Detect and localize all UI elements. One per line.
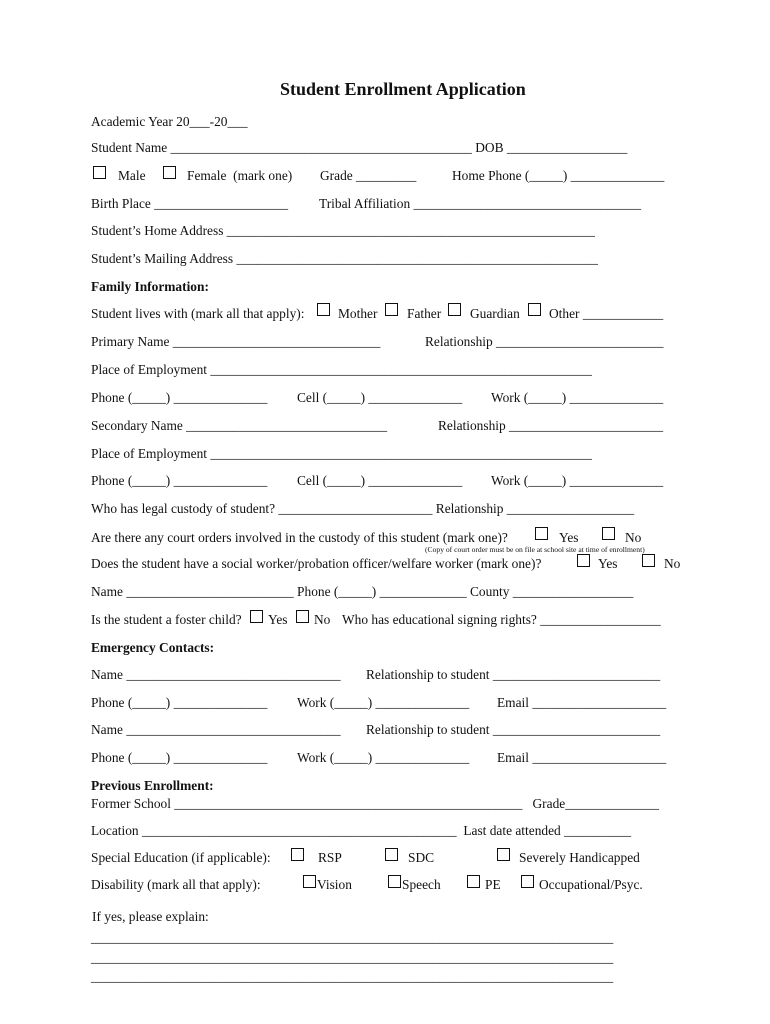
male-checkbox[interactable] [93,166,106,179]
sdc-checkbox[interactable] [385,848,398,861]
guardian-label: Guardian [470,306,520,321]
special-education-label: Special Education (if applicable): [91,850,271,865]
social-worker-yes-label: Yes [598,556,618,571]
emergency-relationship-1-field: Relationship to student _________________________ [366,667,661,682]
female-label: Female (mark one) [187,168,293,183]
father-label: Father [407,306,442,321]
emergency-name-2-field: Name ________________________________ [91,722,341,737]
social-worker-question: Does the student have a social worker/probation officer/welfare worker (mark one)? [91,556,542,571]
court-orders-question: Are there any court orders involved in the custody of this student (mark one)? [91,530,508,545]
sdc-label: SDC [408,850,435,865]
family-information-heading: Family Information: [91,279,209,294]
former-school-field: Former School ____________________________________________________ Grade______________ [91,796,659,811]
other-checkbox[interactable] [528,303,541,316]
page-title: Student Enrollment Application [280,79,526,99]
pe-label: PE [485,877,501,892]
secondary-relationship-field: Relationship _______________________ [438,418,664,433]
signing-rights-field: Who has educational signing rights? __________________ [342,612,661,627]
worker-contact-field: Name _________________________ Phone (_____) _____________ County __________________ [91,584,634,599]
explain-line-1[interactable]: ______________________________________________________________________________ [91,930,614,945]
legal-custody-field: Who has legal custody of student? _______________________ Relationship ___________________ [91,501,635,516]
emergency-name-1-field: Name ________________________________ [91,667,341,682]
court-order-note: (Copy of court order must be on file at school site at time of enrollment) [425,545,645,554]
home-address-field: Student’s Home Address _______________________________________________________ [91,223,596,238]
rsp-checkbox[interactable] [291,848,304,861]
home-phone-field: Home Phone (_____) ______________ [452,168,665,183]
foster-no-checkbox[interactable] [296,610,309,623]
emergency-phone-2-field: Phone (_____) ______________ [91,750,268,765]
emergency-phone-1-field: Phone (_____) ______________ [91,695,268,710]
social-worker-yes-checkbox[interactable] [577,554,590,567]
foster-question: Is the student a foster child? [91,612,242,627]
previous-enrollment-heading: Previous Enrollment: [91,778,214,793]
speech-checkbox[interactable] [388,875,401,888]
rsp-label: RSP [318,850,342,865]
primary-name-field: Primary Name _______________________________ [91,334,381,349]
court-orders-no-label: No [625,530,642,545]
female-checkbox[interactable] [163,166,176,179]
social-worker-no-checkbox[interactable] [642,554,655,567]
if-yes-explain-label: If yes, please explain: [92,909,209,924]
occupational-label: Occupational/Psyc. [539,877,643,892]
court-orders-yes-label: Yes [559,530,579,545]
guardian-checkbox[interactable] [448,303,461,316]
social-worker-no-label: No [664,556,681,571]
vision-checkbox[interactable] [303,875,316,888]
secondary-phone-field: Phone (_____) ______________ [91,473,268,488]
lives-with-label: Student lives with (mark all that apply): [91,306,305,321]
explain-line-2[interactable]: ______________________________________________________________________________ [91,950,614,965]
foster-yes-label: Yes [268,612,288,627]
primary-phone-field: Phone (_____) ______________ [91,390,268,405]
severely-handicapped-checkbox[interactable] [497,848,510,861]
vision-label: Vision [317,877,352,892]
occupational-checkbox[interactable] [521,875,534,888]
primary-work-field: Work (_____) ______________ [491,390,664,405]
primary-cell-field: Cell (_____) ______________ [297,390,463,405]
foster-no-label: No [314,612,331,627]
foster-yes-checkbox[interactable] [250,610,263,623]
court-orders-yes-checkbox[interactable] [535,527,548,540]
grade-field: Grade _________ [320,168,417,183]
secondary-name-field: Secondary Name ______________________________ [91,418,388,433]
speech-label: Speech [402,877,441,892]
other-label: Other ____________ [549,306,664,321]
father-checkbox[interactable] [385,303,398,316]
explain-line-3[interactable]: ______________________________________________________________________________ [91,969,614,984]
secondary-work-field: Work (_____) ______________ [491,473,664,488]
disability-label: Disability (mark all that apply): [91,877,261,892]
pe-checkbox[interactable] [467,875,480,888]
mailing-address-field: Student’s Mailing Address ______________________________________________________ [91,251,598,266]
emergency-work-2-field: Work (_____) ______________ [297,750,470,765]
court-orders-no-checkbox[interactable] [602,527,615,540]
emergency-contacts-heading: Emergency Contacts: [91,640,215,655]
location-field: Location _______________________________________________ Last date attended __________ [91,823,632,838]
secondary-employment-field: Place of Employment _________________________________________________________ [91,446,593,461]
severely-handicapped-label: Severely Handicapped [519,850,640,865]
emergency-work-1-field: Work (_____) ______________ [297,695,470,710]
mother-checkbox[interactable] [317,303,330,316]
academic-year-field: Academic Year 20___-20___ [91,114,248,129]
secondary-cell-field: Cell (_____) ______________ [297,473,463,488]
emergency-email-1-field: Email ____________________ [497,695,667,710]
emergency-email-2-field: Email ____________________ [497,750,667,765]
primary-relationship-field: Relationship _________________________ [425,334,664,349]
male-label: Male [118,168,146,183]
tribal-affiliation-field: Tribal Affiliation __________________________________ [319,196,642,211]
birth-place-field: Birth Place ____________________ [91,196,289,211]
emergency-relationship-2-field: Relationship to student _________________________ [366,722,661,737]
student-name-field: Student Name _____________________________________________ DOB __________________ [91,140,628,155]
primary-employment-field: Place of Employment _________________________________________________________ [91,362,593,377]
mother-label: Mother [338,306,378,321]
